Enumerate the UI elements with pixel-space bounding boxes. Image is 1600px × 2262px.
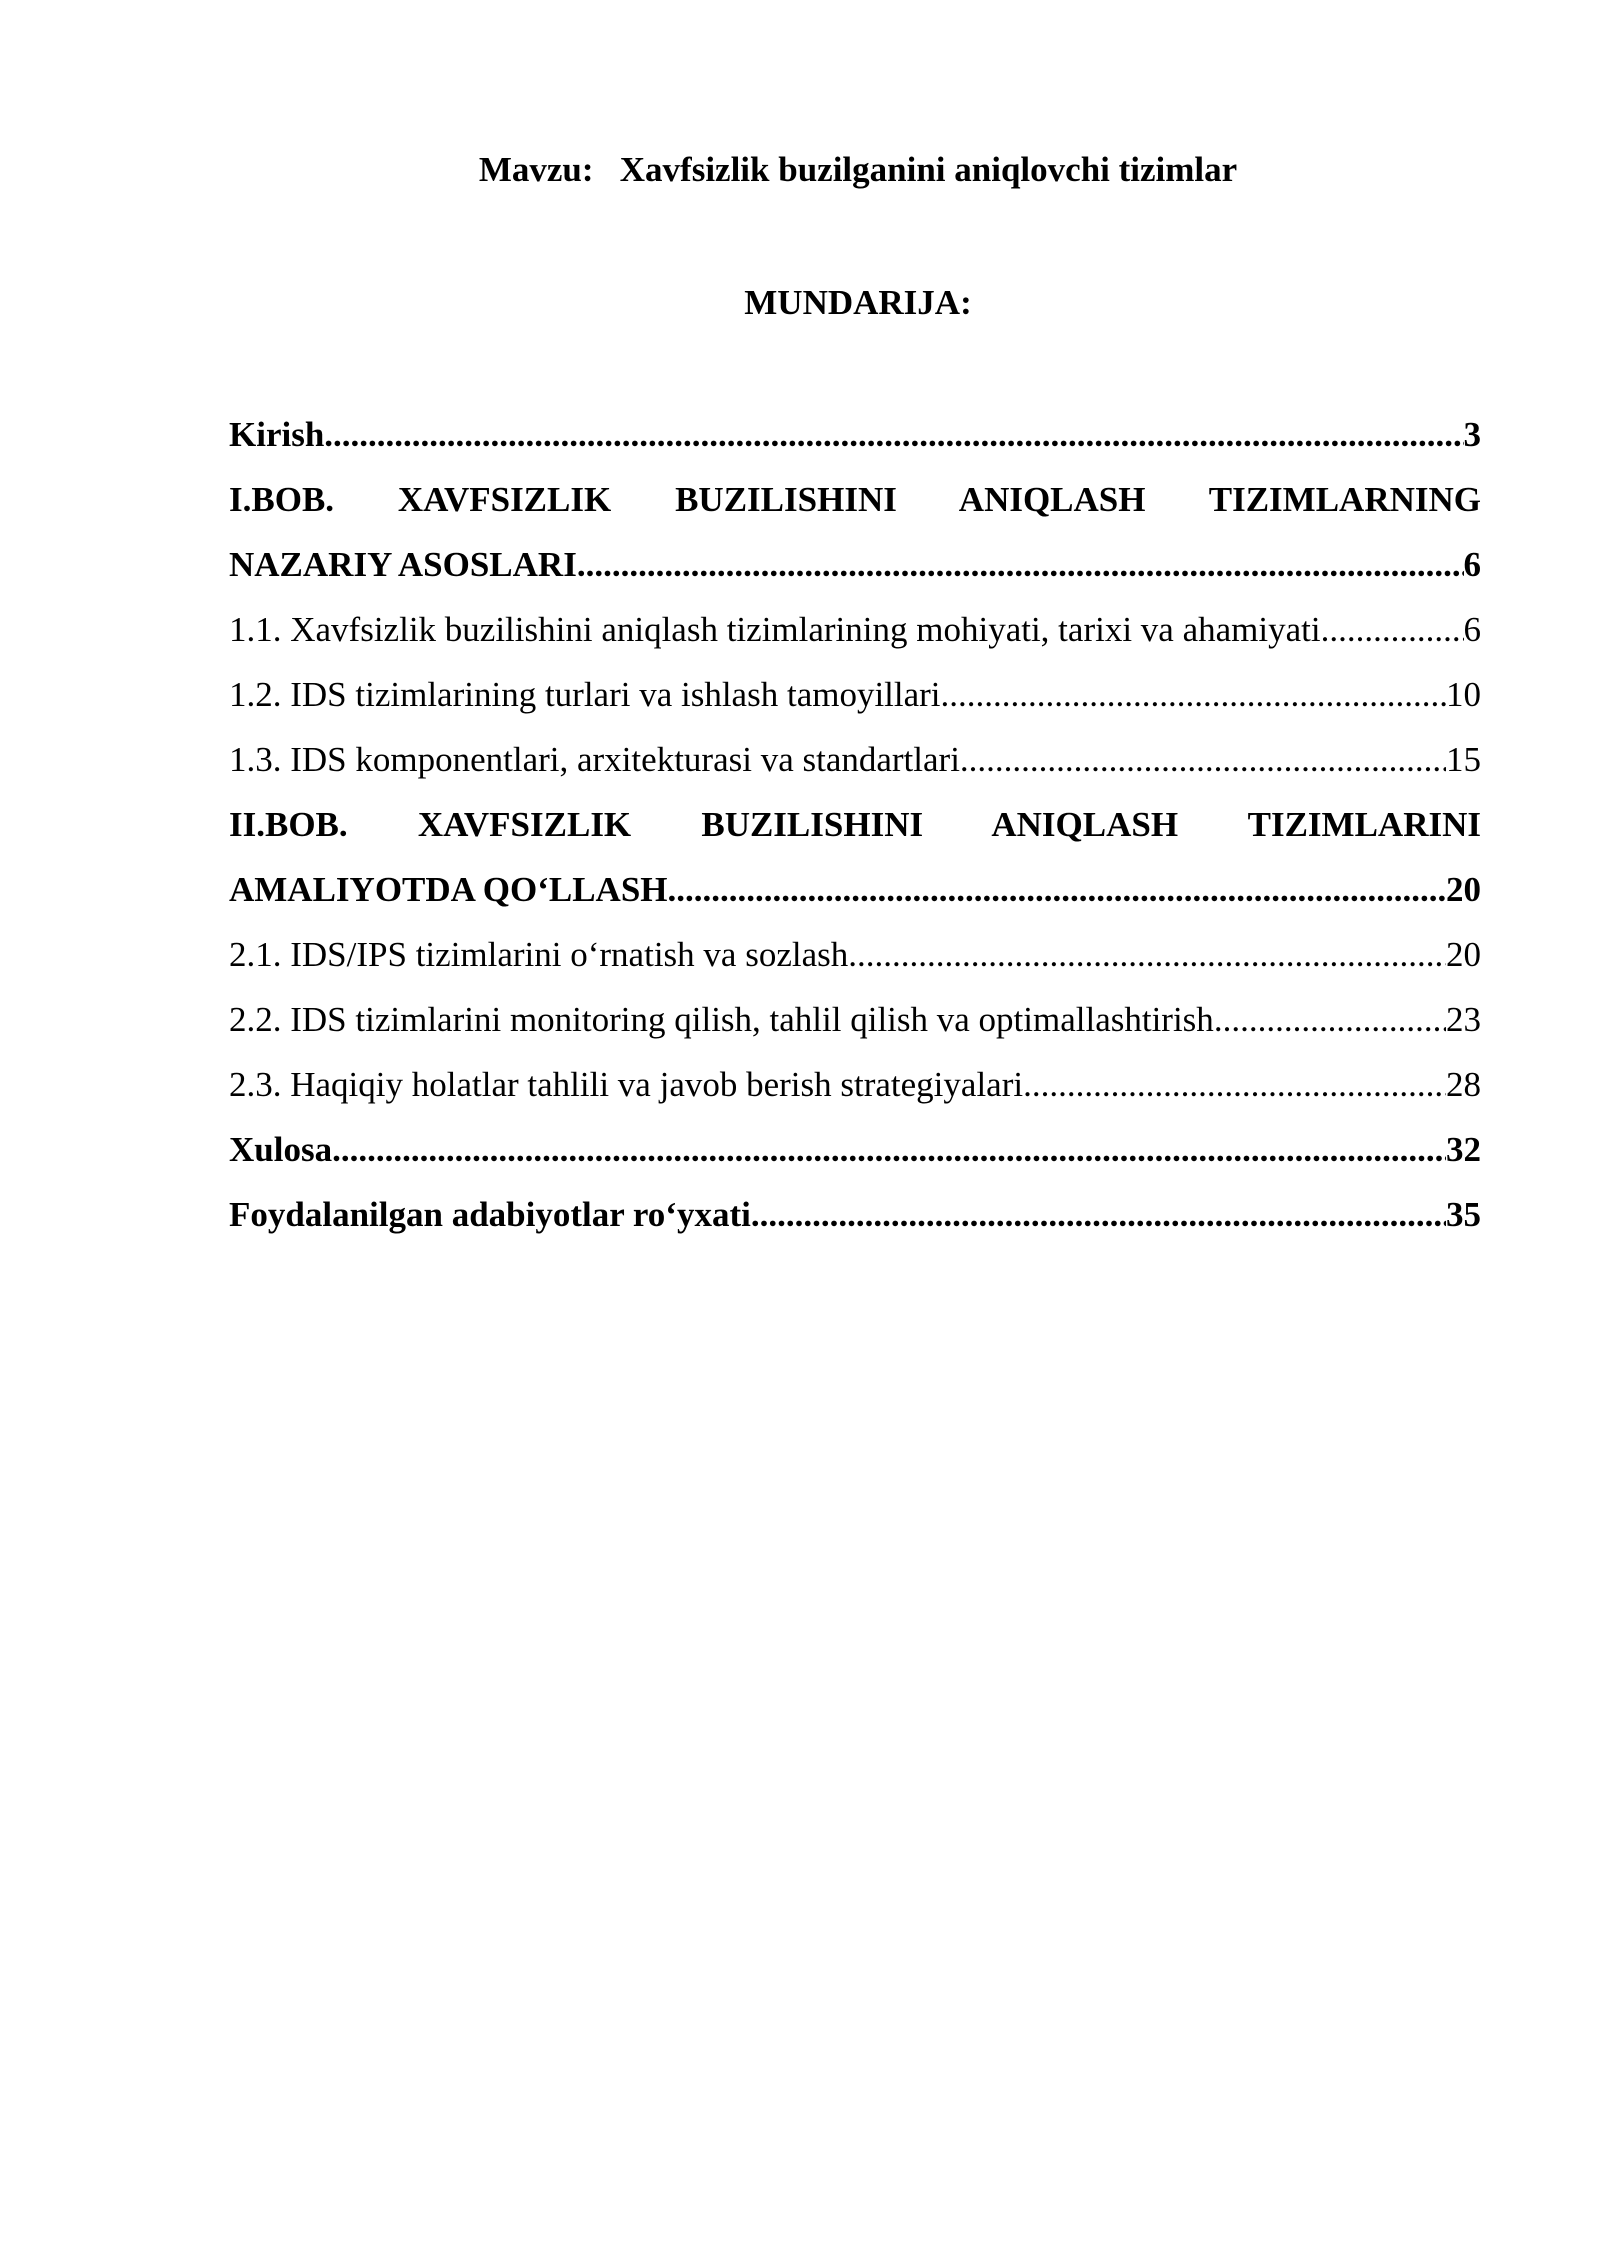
toc-leader-dots xyxy=(324,410,1463,460)
toc-entry-2-1 xyxy=(229,930,1481,995)
toc-entry-page: 35 xyxy=(1446,1195,1481,1234)
toc-entry-2-2 xyxy=(229,995,1481,1060)
toc-entry-1-3 xyxy=(229,735,1481,800)
toc-entry-2-3 xyxy=(229,1060,1481,1125)
table-of-contents xyxy=(229,410,1481,1255)
topic-title: Xavfsizlik buzilganini aniqlovchi tizimlar xyxy=(619,150,1238,189)
toc-entry-page: 15 xyxy=(1446,740,1481,779)
toc-entry-text: I.BOB. XAVFSIZLIK BUZILISHINI ANIQLASH TIZIMLARNING xyxy=(229,480,1481,519)
toc-leader-dots xyxy=(960,735,1446,785)
toc-entry-1-2 xyxy=(229,670,1481,735)
toc-entry-page: 20 xyxy=(1446,935,1481,974)
toc-entry-chapter-2-cont xyxy=(229,865,1481,930)
toc-entry-page: 6 xyxy=(1463,610,1481,649)
toc-entry-page: 6 xyxy=(1463,545,1481,584)
toc-entry-kirish xyxy=(229,410,1481,475)
toc-leader-dots xyxy=(941,670,1446,720)
toc-entry-1-1 xyxy=(229,605,1481,670)
topic-line xyxy=(0,150,1600,190)
toc-entry-text: 2.1. IDS/IPS tizimlarini o‘rnatish va sozlash xyxy=(229,935,849,974)
toc-entry-page: 23 xyxy=(1446,1000,1481,1039)
toc-entry-page: 32 xyxy=(1446,1130,1481,1169)
toc-entry-text: Foydalanilgan adabiyotlar ro‘yxati xyxy=(229,1195,751,1234)
toc-entry-page: 20 xyxy=(1446,870,1481,909)
toc-entry-text: NAZARIY ASOSLARI xyxy=(229,545,577,584)
toc-leader-dots xyxy=(577,540,1464,590)
toc-entry-text: II.BOB. XAVFSIZLIK BUZILISHINI ANIQLASH TIZIMLARINI xyxy=(229,805,1481,844)
toc-leader-dots xyxy=(332,1125,1446,1175)
topic-label: Mavzu: xyxy=(478,150,594,189)
toc-leader-dots xyxy=(1321,605,1464,655)
toc-leader-dots xyxy=(751,1190,1446,1240)
toc-entry-text: 2.3. Haqiqiy holatlar tahlili va javob berish strategiyalari xyxy=(229,1065,1024,1104)
toc-entry-text: 2.2. IDS tizimlarini monitoring qilish, tahlil qilish va optimallashtirish xyxy=(229,1000,1214,1039)
toc-entry-page: 28 xyxy=(1446,1065,1481,1104)
toc-leader-dots xyxy=(848,930,1446,980)
toc-entry-text: 1.3. IDS komponentlari, arxitekturasi va standartlari xyxy=(229,740,960,779)
toc-entry-chapter-1-cont xyxy=(229,540,1481,605)
toc-entry-text: Kirish xyxy=(229,415,325,454)
toc-leader-dots xyxy=(668,865,1446,915)
toc-entry-xulosa xyxy=(229,1125,1481,1190)
toc-entry-text: 1.1. Xavfsizlik buzilishini aniqlash tizimlarining mohiyati, tarixi va ahamiyati xyxy=(229,610,1321,649)
toc-entry-chapter-2-title xyxy=(229,800,1481,865)
toc-entry-page: 10 xyxy=(1446,675,1481,714)
toc-entry-text: 1.2. IDS tizimlarining turlari va ishlash tamoyillari xyxy=(229,675,941,714)
toc-entry-text: AMALIYOTDA QO‘LLASH xyxy=(229,870,668,909)
toc-leader-dots xyxy=(1214,995,1446,1045)
toc-leader-dots xyxy=(1023,1060,1446,1110)
toc-entry-chapter-1-title xyxy=(229,475,1481,540)
toc-heading: MUNDARIJA: xyxy=(744,283,972,322)
toc-entry-text: Xulosa xyxy=(229,1130,333,1169)
toc-entry-bibliography xyxy=(229,1190,1481,1255)
toc-entry-page: 3 xyxy=(1463,415,1481,454)
